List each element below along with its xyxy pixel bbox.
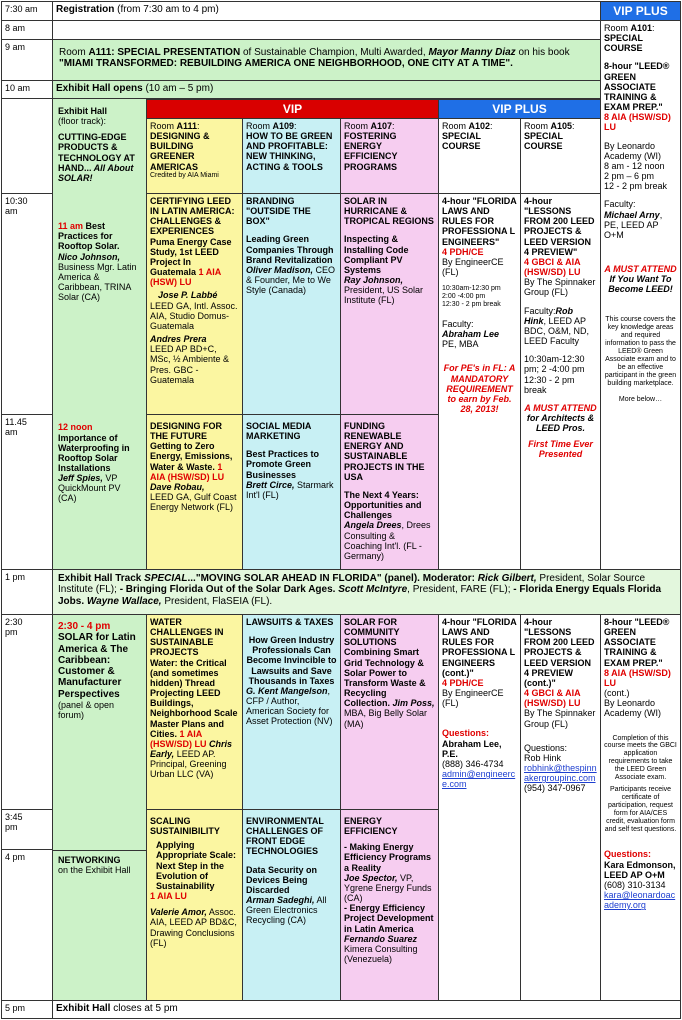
speaker-name: Chris Early, [150, 738, 233, 760]
time-cell [1, 809, 53, 850]
speaker-org: President, FlaSEIA (FL). [161, 595, 273, 607]
time-label: 9 am [5, 42, 26, 52]
colon: : [490, 121, 493, 131]
room-a102-course-1 [438, 193, 521, 570]
session-title: WATER CHALLENGES IN SUSTAINABLE PROJECTS [150, 617, 224, 658]
room-prefix: Room [344, 121, 371, 131]
session-subtitle: Applying Appropriate Scale: Next Step in the Evolution of Sustainability [156, 840, 237, 891]
registration-row [52, 1, 601, 21]
special-presentation-row [52, 39, 601, 81]
time-cell [1, 1000, 53, 1019]
speaker-name: Ray Johnson, [344, 275, 404, 286]
exhibit-theme-tag: All About SOLAR! [58, 162, 134, 183]
room-number: A111 [176, 121, 198, 131]
time-cell [1, 614, 53, 810]
course-description: Completion of this course meets the GBCI application requirements to take the LEED Green Associate exam. [604, 734, 677, 782]
book-title: "MIAMI TRANSFORMED: REBUILDING AMERICA ONE NEIGHBORHOOD, ONE CITY AT A TIME". [59, 58, 513, 70]
hall-open-title: Exhibit Hall opens [56, 83, 143, 94]
course-note: For PE's in FL: A MANDATORY REQUIREMENT to earn by Feb. 28, 2013! [443, 363, 516, 415]
course-note: A MUST ATTEND [604, 263, 677, 274]
colon: : [197, 121, 200, 131]
session-title: ENERGY EFFICIENCY [344, 816, 398, 837]
questions-label: Questions: [524, 742, 568, 753]
time-label: 7:30 am [5, 4, 38, 14]
speaker-org: President, US Solar Institute (FL) [344, 285, 424, 306]
exhibit-hall-track-row [52, 569, 681, 615]
time-label: 8 am [5, 23, 26, 33]
speaker-name: Jose P. Labbé [158, 290, 218, 301]
moderator-org: President, Solar Source Institute (FL); [58, 573, 646, 596]
session-subtitle: Combining Smart Grid Technology & Solar Power to Transform Waste & Recycling Collection. [344, 647, 426, 709]
faculty-label: Faculty: [524, 305, 556, 316]
session-subtitle: Getting to Zero Energy, Emissions, Water & Waste. [150, 441, 233, 472]
session-title: BRANDING "OUTSIDE THE BOX" [246, 196, 311, 227]
colon: : [572, 121, 575, 131]
speaker-org: All Green Electronics Recycling (CA) [246, 895, 327, 926]
room-number: A107 [370, 121, 393, 131]
session-subtitle: - Energy Efficiency Project Development in Latin America [344, 903, 434, 934]
exhibit-session-1 [58, 221, 141, 302]
session-subtitle: - Making Energy Efficiency Programs a Reality [344, 842, 432, 873]
session-subtitle: Data Security on Devices Being Discarded [246, 864, 318, 895]
time-label: 10:30 am [5, 196, 28, 217]
faculty-name: Michael Arny [604, 209, 660, 220]
contact-name: Abraham Lee, P.E. [442, 738, 502, 759]
session-subtitle: Water: the Critical (and sometimes hidden) Thread Projecting LEED Buildings, Neighborhood Scale Master Plans and Cities. [150, 657, 238, 739]
speaker-name: Nico Johnson, [58, 251, 121, 262]
networking-title: NETWORKING [58, 855, 121, 865]
session-time: 12 noon [58, 422, 93, 433]
speaker-org: CEO & Founder, Me to We Style (Canada) [246, 264, 336, 296]
registration-title: Registration [56, 4, 115, 15]
track-credit: Credited by AIA Miami [150, 171, 219, 179]
vip-plus-top-header: VIP PLUS [600, 1, 681, 21]
speaker-org: VP QuickMount PV (CA) [58, 473, 121, 504]
session-credit: 1 AIA (HSW/SD) LU [150, 728, 207, 749]
course-credit: 8 AIA (HSW/SD) LU [604, 112, 671, 133]
speaker-name: Arman Sadeghi, [246, 895, 315, 906]
course-credit: 4 GBCI & AIA (HSW/SD) LU [524, 688, 581, 709]
presentation-title: : SPECIAL PRESENTATION [111, 47, 241, 58]
speaker-org: Starmark Int'l (FL) [246, 479, 334, 500]
track-title: FOSTERING ENERGY EFFICIENCY PROGRAMS [344, 131, 398, 172]
track-title: Exhibit Hall Track [58, 573, 145, 584]
presentation-text: of Sustainable Champion, Multi Awarded, [240, 47, 429, 58]
questions-label: Questions: [442, 728, 490, 739]
contact-phone: (608) 310-3134 [604, 879, 666, 890]
speaker-org: Assoc. AIA, LEED AP BD&C, Drawing Conclusions (FL) [150, 907, 237, 948]
room-a107-session-2 [340, 414, 439, 570]
course-description: This course covers the key knowledge areas and required information to pass the LEED® Green Associate exam and to be an effective participant in the green building marketplace. [604, 316, 677, 387]
session-credit: 1 AIA (HSW/SD) LU [150, 461, 225, 482]
presentation-text: on his book [515, 47, 570, 58]
speaker-org: , President, FARE (FL); [407, 584, 514, 596]
track-title: DESIGNING & BUILDING GREENER AMERICAS [150, 131, 210, 172]
course-note: If You Want To Become LEED! [608, 274, 673, 295]
track-panel: ..."MOVING SOLAR AHEAD IN FLORIDA" (panel). Moderator: [187, 573, 478, 584]
networking-cell [52, 850, 147, 1001]
more-link: More below… [618, 395, 663, 403]
session-title: DESIGNING FOR THE FUTURE [150, 421, 223, 442]
session-subtitle: Best Practices to Promote Green Businesses [246, 449, 320, 480]
vip-plus-header: VIP PLUS [438, 99, 601, 119]
time-cell [1, 39, 53, 81]
time-label: 11.45 am [5, 417, 27, 438]
session-subtitle: How Green Industry Professionals Can Become Invincible to Lawsuits and Save Thousands in Taxes [246, 635, 337, 686]
colon: : [652, 23, 655, 33]
track-title: HOW TO BE GREEN AND PROFITABLE: NEW THINKING, ACTING & TOOLS [246, 131, 333, 172]
session-title: ENVIRONMENTAL CHALLENGES OF FRONT EDGE TECHNOLOGIES [246, 816, 324, 857]
time-cell [1, 193, 53, 415]
room-a107-session-4 [340, 809, 439, 1001]
time-label: 4 pm [5, 852, 26, 862]
speaker-name: Brett Circe, [246, 479, 295, 490]
time-cell [1, 569, 53, 615]
speaker-org: LEED AP. Principal, Greening Urban LLC (VA) [150, 749, 227, 780]
track-title: SPECIAL COURSE [442, 131, 481, 152]
speaker-name: Oliver Madison, [246, 264, 314, 275]
time-cell [1, 414, 53, 570]
course-schedule: 10:30am-12:30 pm 2:00 -4:00 pm 12:30 - 2 pm break [442, 285, 501, 309]
contact-email-link[interactable]: robhink@thespinnakergroupinc.com [524, 763, 597, 784]
room-a107-session-1 [340, 193, 439, 415]
room-a111-session-4 [146, 809, 243, 1001]
contact-name: Rob Hink [524, 752, 562, 763]
contact-email-link[interactable]: kara@leonardoacademy.org [604, 890, 676, 911]
room-number: A109 [272, 121, 295, 131]
room-number: A105 [550, 121, 573, 131]
colon: : [392, 121, 395, 131]
faculty-label: Faculty: [442, 318, 474, 329]
course-provider: By The Spinnaker Group (FL) [524, 708, 596, 729]
room-prefix: Room [150, 121, 177, 131]
exhibit-hall-opens-row [52, 80, 601, 99]
faculty-name: Abraham Lee [442, 329, 500, 340]
track-title: SPECIAL COURSE [604, 33, 643, 54]
exhibit-hall-column [52, 98, 147, 570]
room-a109-session-3 [242, 614, 341, 810]
room-a111-session-2 [146, 414, 243, 570]
contact-phone: (888) 346-4734 [442, 758, 504, 769]
time-cell [1, 849, 53, 1001]
course-title: 4-hour "FLORIDA LAWS AND RULES FOR PROFESSIONA L ENGINEERS" [442, 196, 517, 247]
room-a109-session-1 [242, 193, 341, 415]
room-a111-session-1 [146, 193, 243, 415]
exhibit-hall-closes-row [52, 1000, 681, 1019]
session-time: 2:30 - 4 pm [58, 621, 111, 632]
course-provider: By Leonardo Academy (WI) [604, 140, 662, 161]
faculty-credentials: PE, MBA [442, 339, 479, 350]
vip-header: VIP [146, 99, 439, 119]
speaker-name: G. Kent Mangelson [246, 685, 328, 696]
time-label: 5 pm [5, 1003, 26, 1013]
time-cell [1, 98, 53, 194]
speaker-org: Kimera Consulting (Venezuela) [344, 943, 418, 965]
course-provider: By EngineerCE (FL) [442, 256, 504, 278]
session-subtitle: Leading Green Companies Through Brand Revitalization [246, 234, 334, 265]
talk-title: - Bringing Florida Out of the Solar Dark Ages. [119, 584, 339, 596]
exhibit-title: Exhibit Hall [58, 106, 108, 116]
room-prefix: Room [604, 23, 631, 33]
session-title: SCALING SUSTAINIBILITY [150, 816, 220, 837]
course-credit: 4 GBCI & AIA (HSW/SD) LU [524, 256, 581, 278]
time-label: 2:30 pm [5, 617, 23, 638]
session-title: SOLAR for Latin America & The Caribbean: Customer & Manufacturer Perspectives [58, 632, 136, 700]
room-number: A111 [88, 47, 112, 58]
faculty-credentials: , LEED AP BDC, O&M, ND, LEED Faculty [524, 315, 590, 347]
room-a102-header [438, 118, 521, 194]
session-note: (panel & open forum) [58, 700, 115, 721]
speaker-org: LEED GA, Gulf Coast Energy Network (FL) [150, 492, 237, 513]
course-title: 4-hour "FLORIDA LAWS AND RULES FOR PROFESSIONA L ENGINEERS (cont.)" [442, 617, 517, 678]
hall-open-hours: (10 am – 5 pm) [142, 83, 214, 94]
room-a109-session-2 [242, 414, 341, 570]
speaker-name: Angela Drees [344, 520, 402, 531]
speaker-org: LEED GA, Intl. Assoc. AIA, Studio Domus-Guatemala [150, 300, 238, 331]
session-title: CERTIFYING LEED IN LATIN AMERICA: CHALLENGES & EXPERIENCES [150, 196, 235, 237]
room-a109-header [242, 118, 341, 194]
room-prefix: Room [246, 121, 273, 131]
session-title: SOLAR IN HURRICANE & TROPICAL REGIONS [344, 196, 434, 227]
registration-hours: (from 7:30 am to 4 pm) [114, 4, 219, 15]
speaker-name: Scott McIntyre [338, 584, 408, 596]
blank-row [52, 20, 601, 40]
speaker-name: Mayor Manny Diaz [428, 47, 516, 58]
course-note: for Architects & LEED Pros. [526, 412, 595, 434]
exhibit-afternoon [52, 614, 147, 851]
room-a101-course-2 [600, 614, 681, 1001]
speaker-org: MBA, Big Belly Solar (MA) [344, 708, 428, 729]
course-credit: 4 PDH/CE [442, 677, 484, 688]
exhibit-subtitle: (floor track): [58, 116, 107, 127]
speaker-org: VP, Ygrene Energy Funds (CA) [344, 872, 432, 904]
session-credit: 1 AIA LU [150, 891, 187, 902]
talk-title: - Florida Energy Equals Florida Jobs. [58, 584, 662, 607]
speaker-org: Business Mgr. Latin America & Caribbean, TRINA Solar (CA) [58, 261, 137, 303]
session-title: SOCIAL MEDIA MARKETING [246, 421, 312, 442]
speaker-org: , CFP / Author, American Society for Asset Protection (NV) [246, 685, 333, 727]
speaker-name: Joe Spector, [344, 872, 398, 883]
session-title: SOLAR FOR COMMUNITY SOLUTIONS [344, 617, 400, 648]
session-credit: 1 AIA (HSW) LU [150, 267, 221, 288]
course-schedule: 10:30am-12:30 pm; 2 -4:00 pm 12:30 - 2 pm break [524, 354, 585, 395]
course-provider: By The Spinnaker Group (FL) [524, 277, 596, 298]
course-cont: (cont.) [604, 688, 630, 699]
speaker-org: LEED AP BD+C, MSc, ½ Ambiente & Pres. GBC - Guatemala [150, 344, 230, 385]
time-cell [1, 20, 53, 40]
room-prefix: Room [524, 121, 551, 131]
moderator-name: Rick Gilbert, [477, 573, 537, 584]
track-special: SPECIAL [144, 573, 188, 584]
session-subtitle: Puma Energy Case Study, 1st LEED Project In Guatemala [150, 236, 232, 278]
speaker-name: Fernando Suarez [344, 933, 418, 944]
speaker-name: Jim Poss, [390, 698, 435, 709]
room-a105-header [520, 118, 601, 194]
speaker-name: Valerie Amor, [150, 907, 207, 918]
session-subtitle: Inspecting & Installing Code Compliant PV Systems [344, 234, 409, 275]
room-a101-course-1 [600, 20, 681, 570]
colon: : [294, 121, 297, 131]
course-schedule: 8 am - 12 noon 2 pm – 6 pm 12 - 2 pm break [604, 160, 668, 192]
course-description: Participants receive certificate of participation, request form for AIA/CES credit, evaluation form and self test questions. [604, 786, 677, 833]
time-label: 10 am [5, 83, 31, 93]
contact-email-link[interactable]: admin@engineerce.com [442, 769, 516, 790]
room-a105-course-2 [520, 614, 601, 1001]
room-number: A102 [468, 121, 491, 131]
course-provider: By EngineerCE (FL) [442, 688, 504, 709]
course-title: 8-hour "LEED® GREEN ASSOCIATE TRAINING & EXAM PREP." [604, 61, 670, 113]
course-title: 4-hour "LESSONS FROM 200 LEED PROJECTS & LEED VERSION 4 PREVIEW" [524, 196, 595, 257]
time-label: 1 pm [5, 572, 26, 582]
course-note: First Time Ever Presented [528, 439, 593, 460]
room-a109-session-4 [242, 809, 341, 1001]
session-title: Importance of Waterproofing in Rooftop Solar Installations [58, 432, 130, 473]
room-a111-session-3 [146, 614, 243, 810]
track-title: SPECIAL COURSE [524, 131, 563, 152]
faculty-name: Rob Hink [524, 305, 574, 326]
room-a105-course-1 [520, 193, 601, 570]
faculty-credentials: , PE, LEED AP O+M [604, 209, 663, 240]
room-prefix: Room [59, 47, 89, 58]
faculty-label: Faculty: [604, 199, 636, 210]
room-a107-session-3 [340, 614, 439, 810]
speaker-name: Jeff Spies, [58, 473, 103, 484]
speaker-name: Dave Robau, [150, 481, 205, 492]
course-title: 4-hour "LESSONS FROM 200 LEED PROJECTS & LEED VERSION 4 PREVIEW (cont.)" [524, 617, 595, 688]
speaker-name: Wayne Wallace, [86, 595, 162, 607]
room-prefix: Room [442, 121, 469, 131]
time-cell [1, 1, 53, 21]
time-cell [1, 80, 53, 99]
course-note: A MUST ATTEND [524, 402, 597, 413]
session-title: FUNDING RENEWABLE ENERGY AND SUSTAINABLE PROJECTS IN THE USA [344, 421, 425, 482]
speaker-name: Andres Prera [150, 334, 207, 345]
room-number: A101 [630, 23, 653, 33]
contact-phone: (954) 347-0967 [524, 783, 586, 794]
course-credit: 8 AIA (HSW/SD) LU [604, 667, 671, 688]
contact-name: Kara Edmonson, LEED AP O+M [604, 859, 676, 880]
room-a102-course-2 [438, 614, 521, 1001]
networking-location: on the Exhibit Hall [58, 865, 131, 876]
time-label: 3:45 pm [5, 812, 23, 833]
session-time: 11 am [58, 221, 84, 232]
course-credit: 4 PDH/CE [442, 246, 484, 257]
course-provider: By Leonardo Academy (WI) [604, 698, 662, 719]
course-title: 8-hour "LEED® GREEN ASSOCIATE TRAINING & EXAM PREP." [604, 617, 670, 668]
room-a111-header [146, 118, 243, 194]
close-hours: closes at 5 pm [110, 1003, 178, 1014]
session-title: LAWSUITS & TAXES [246, 617, 334, 627]
exhibit-theme: CUTTING-EDGE PRODUCTS & TECHNOLOGY AT HAND... [58, 132, 135, 173]
exhibit-session-2 [58, 422, 141, 503]
room-a107-header [340, 118, 439, 194]
speaker-org: , Drees Consulting & Coaching Int'l. (FL - Germany) [344, 520, 431, 561]
close-title: Exhibit Hall [56, 1003, 111, 1014]
session-title: Best Practices for Rooftop Solar. [58, 221, 120, 252]
session-subtitle: The Next 4 Years: Opportunities and Challenges [344, 489, 422, 521]
questions-label: Questions: [604, 849, 652, 860]
